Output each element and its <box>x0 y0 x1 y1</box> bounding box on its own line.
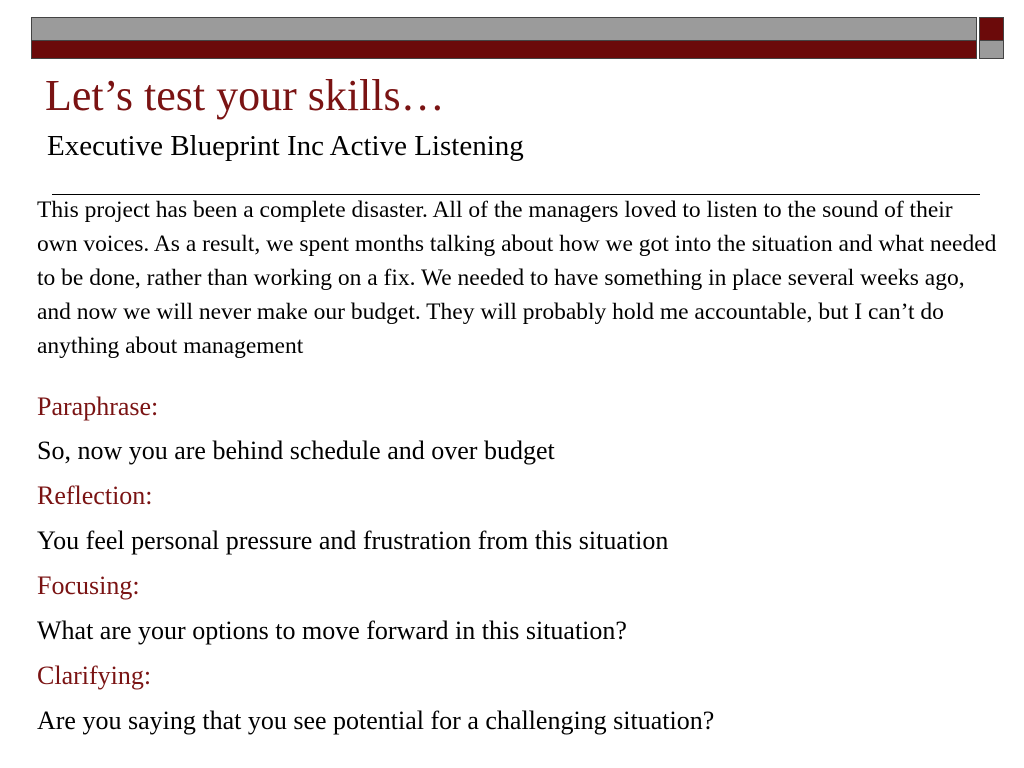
focusing-label: Focusing: <box>37 571 140 600</box>
header-square-red <box>979 17 1004 41</box>
clarifying-answer: Are you saying that you see potential for a challenging situation? <box>37 706 715 735</box>
paraphrase-answer: So, now you are behind schedule and over budget <box>37 436 555 465</box>
header-bar-red <box>31 41 977 59</box>
paraphrase-label: Paraphrase: <box>37 392 159 421</box>
header-square-gray <box>979 41 1004 59</box>
scenario-passage: This project has been a complete disaster. All of the managers loved to listen to the sound of their own voices. As a result, we spent months talking about how we got into the situation and what needed to be done, rather than working on a fix. We needed to have something in place several weeks ago, and now we will never make our budget. They will probably hold me accountable, but I can’t do anything about management <box>37 197 997 359</box>
slide-title: Let’s test your skills… <box>45 71 445 120</box>
reflection-answer: You feel personal pressure and frustration from this situation <box>37 526 669 555</box>
slide-subtitle: Executive Blueprint Inc Active Listening <box>47 130 524 162</box>
header-bar-gray <box>31 17 977 41</box>
focusing-answer: What are your options to move forward in this situation? <box>37 616 627 645</box>
clarifying-label: Clarifying: <box>37 661 152 690</box>
reflection-label: Reflection: <box>37 481 153 510</box>
